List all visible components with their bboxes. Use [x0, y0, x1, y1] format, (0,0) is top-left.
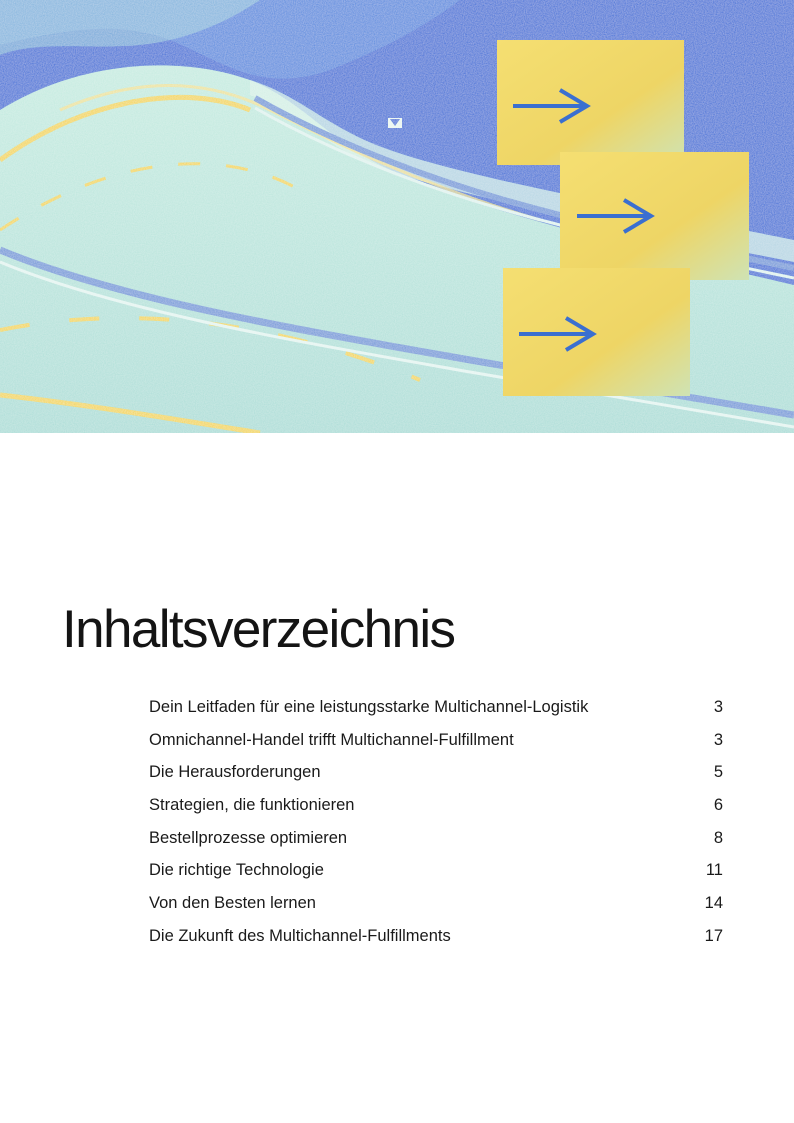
arrow-sign-1 — [497, 40, 684, 165]
hero-image — [0, 0, 794, 433]
toc-entry-page: 5 — [713, 763, 723, 782]
toc-entry[interactable] — [149, 857, 723, 890]
toc-entry-page: 8 — [713, 828, 723, 847]
arrow-sign-2 — [560, 152, 749, 280]
toc-entry-label: Die Herausforderungen — [149, 763, 321, 782]
toc-entry[interactable] — [149, 694, 723, 727]
page-title: Inhaltsverzeichnis — [62, 600, 455, 659]
toc-entry-label: Strategien, die funktionieren — [149, 796, 355, 815]
toc-entry[interactable] — [149, 890, 723, 923]
table-of-contents — [149, 694, 723, 956]
toc-entry-label: Von den Besten lernen — [149, 894, 316, 913]
toc-entry[interactable] — [149, 759, 723, 792]
toc-entry-page: 6 — [713, 796, 723, 815]
toc-entry[interactable] — [149, 727, 723, 760]
toc-entry-page: 3 — [713, 698, 723, 716]
toc-entry-page: 14 — [704, 894, 723, 913]
toc-entry-label: Omnichannel-Handel trifft Multichannel-Fulfillment — [149, 730, 514, 749]
toc-entry-label: Die richtige Technologie — [149, 861, 324, 880]
toc-entry[interactable] — [149, 792, 723, 825]
toc-entry-label: Die Zukunft des Multichannel-Fulfillments — [149, 926, 451, 945]
toc-entry-page: 3 — [713, 730, 723, 749]
toc-entry-label: Bestellprozesse optimieren — [149, 828, 348, 847]
toc-entry[interactable] — [149, 923, 723, 956]
toc-entry-page: 11 — [705, 861, 723, 880]
toc-entry-label: Dein Leitfaden für eine leistungsstarke Multichannel-Logistik — [149, 698, 589, 716]
highway-illustration — [0, 0, 794, 433]
toc-entry-page: 17 — [704, 926, 723, 945]
toc-entry[interactable] — [149, 825, 723, 858]
arrow-sign-3 — [503, 268, 690, 396]
